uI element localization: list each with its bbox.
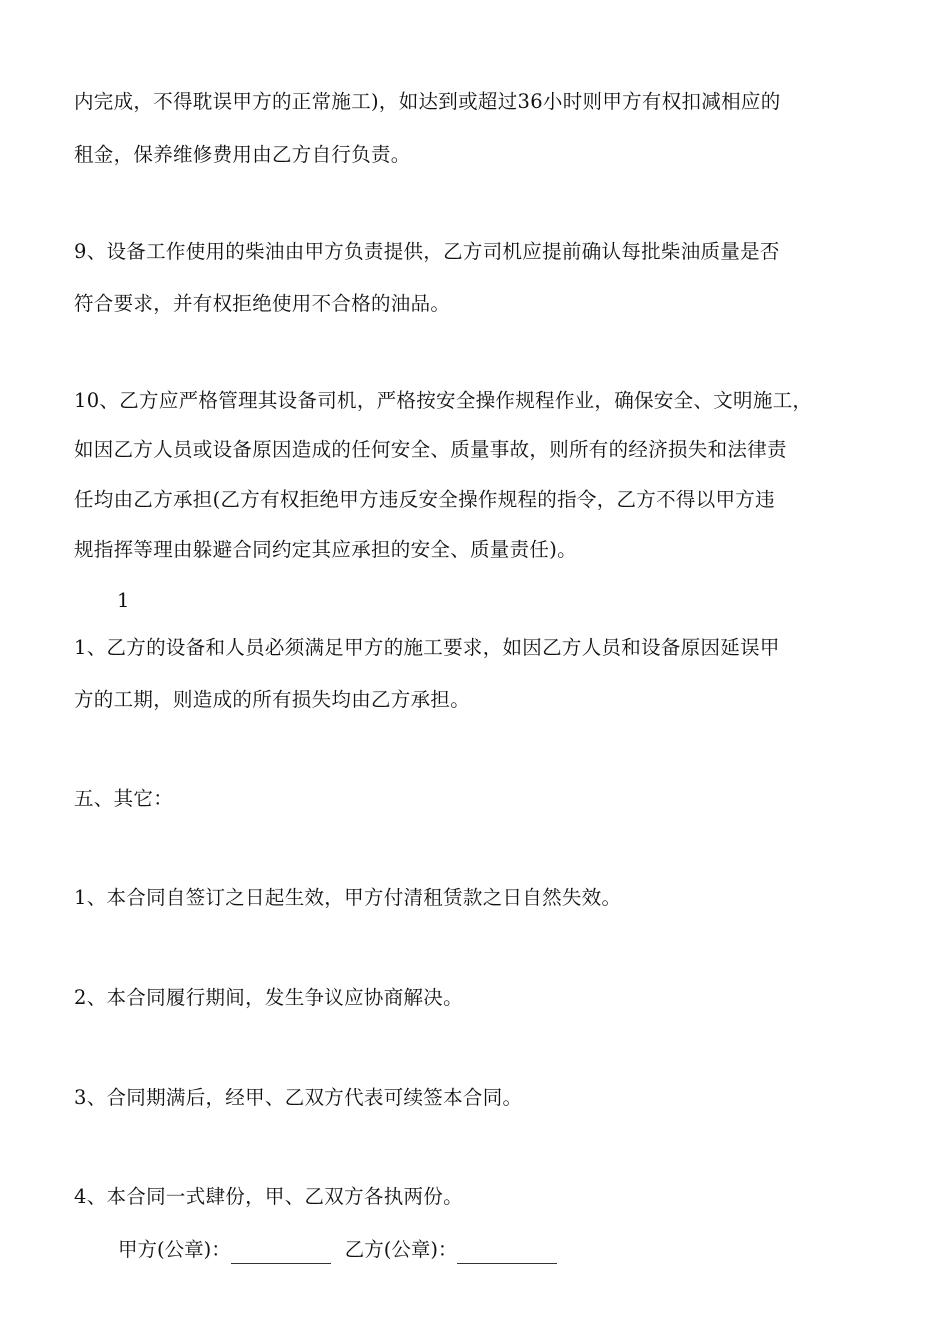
other-clause-3: 3、合同期满后，经甲、乙双方代表可续签本合同。 xyxy=(74,1086,523,1109)
text-line-2: 租金，保养维修费用由乙方自行负责。 xyxy=(74,143,411,166)
other-clause-2: 2、本合同履行期间，发生争议应协商解决。 xyxy=(74,986,463,1009)
clause-number-marker: 1 xyxy=(117,589,130,612)
clause-10-line-2: 如因乙方人员或设备原因造成的任何安全、质量事故，则所有的经济损失和法律责 xyxy=(74,438,787,461)
clause-11-line-2: 方的工期，则造成的所有损失均由乙方承担。 xyxy=(74,688,471,711)
clause-11-line-1: 1、乙方的设备和人员必须满足甲方的施工要求，如因乙方人员和设备原因延误甲 xyxy=(74,636,780,659)
clause-9-line-1: 9、设备工作使用的柴油由甲方负责提供，乙方司机应提前确认每批柴油质量是否 xyxy=(74,240,780,263)
clause-10-line-3: 任均由乙方承担(乙方有权拒绝甲方违反安全操作规程的指令，乙方不得以甲方违 xyxy=(74,488,775,511)
clause-10-line-1: 10、乙方应严格管理其设备司机，严格按安全操作规程作业，确保安全、文明施工， xyxy=(74,389,813,412)
clause-10-line-4: 规指挥等理由躲避合同约定其应承担的安全、质量责任)。 xyxy=(74,538,577,561)
party-a-signature-blank xyxy=(231,1243,331,1264)
text-line-1: 内完成，不得耽误甲方的正常施工)，如达到或超过36小时则甲方有权扣减相应的 xyxy=(74,90,781,113)
clause-9-line-2: 符合要求，并有权拒绝使用不合格的油品。 xyxy=(74,292,451,315)
party-a-seal-label: 甲方(公章)： xyxy=(118,1238,231,1261)
party-b-signature-blank xyxy=(457,1243,557,1264)
other-clause-4: 4、本合同一式肆份，甲、乙双方各执两份。 xyxy=(74,1185,463,1208)
party-b-seal-label: 乙方(公章)： xyxy=(344,1238,458,1261)
signature-row xyxy=(118,1236,571,1264)
section-heading-other: 五、其它： xyxy=(74,787,174,810)
other-clause-1: 1、本合同自签订之日起生效，甲方付清租赁款之日自然失效。 xyxy=(74,886,622,909)
